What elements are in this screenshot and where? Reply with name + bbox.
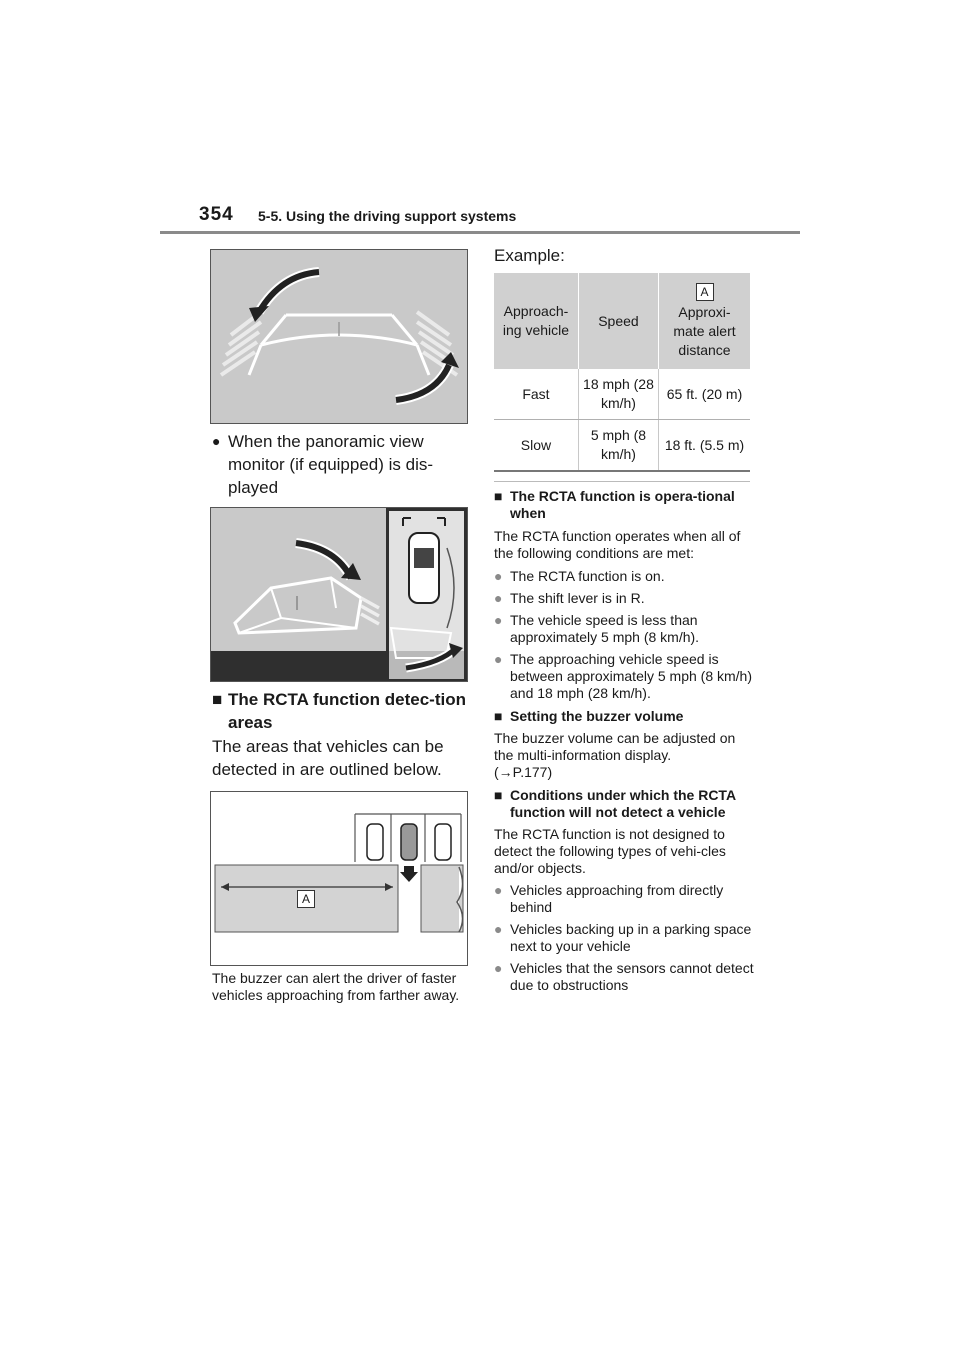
operational-item: ● The RCTA function is on. [494, 568, 665, 584]
conditions-heading: ■ Conditions under which the RCTA function will not detect a vehicle [494, 787, 736, 820]
speed-table [494, 273, 750, 472]
conditions-item: ● Vehicles backing up in a parking space next to your vehicle [494, 921, 752, 954]
page-number: 354 [199, 204, 234, 225]
operational-item: ● The vehicle speed is less than approximately 5 mph (8 km/h). [494, 612, 700, 645]
operational-heading: ■ The RCTA function is opera-tional when [494, 488, 735, 521]
row-slow-distance: 18 ft. (5.5 m) [659, 420, 751, 472]
header-rule [160, 231, 800, 234]
row-slow-speed: 5 mph (8 km/h) [578, 420, 658, 472]
operational-section [494, 488, 754, 994]
operational-item: ● The shift lever is in R. [494, 590, 645, 606]
header-approaching: Approach-ing vehicle [494, 273, 578, 369]
buzzer-volume-text: The buzzer volume can be adjusted on the multi-information display. (→P.177) [494, 730, 736, 780]
bullet-panoramic-monitor: ● When the panoramic view monitor (if equipped) is dis-played [212, 432, 434, 497]
page-reference-link[interactable]: P.177 [512, 764, 548, 780]
page-ref-arrow: → [498, 764, 513, 780]
detection-areas-text: The areas that vehicles can be detected in are outlined below. [212, 737, 444, 779]
conditions-text: The RCTA function is not designed to detect the following types of vehi-cles and/or objects. [494, 826, 726, 876]
table-label-a: A [696, 283, 714, 301]
header-speed: Speed [578, 273, 658, 369]
detection-areas-heading: ■ The RCTA function detec-tion areas [212, 690, 466, 732]
buzzer-alert-text: The buzzer can alert the driver of faster vehicles approaching from farther away. [212, 970, 460, 1003]
header-distance: A Approxi-mate alert distance [659, 273, 751, 369]
section-title: 5-5. Using the driving support systems [258, 208, 517, 224]
operational-item: ● The approaching vehicle speed is between approximately 5 mph (8 km/h) and 18 mph (28 km/h). [494, 651, 752, 701]
operational-text: The RCTA function operates when all of the following conditions are met: [494, 528, 741, 561]
example-label: Example: [494, 246, 565, 265]
row-fast-speed: 18 mph (28 km/h) [578, 369, 658, 420]
row-slow-vehicle: Slow [494, 420, 578, 472]
rear-camera-figure [210, 249, 468, 424]
buzzer-volume-heading: ■ Setting the buzzer volume [494, 708, 684, 724]
detection-area-figure [210, 791, 468, 966]
conditions-item: ● Vehicles that the sensors cannot detect due to obstructions [494, 960, 754, 993]
conditions-item: ● Vehicles approaching from directly behind [494, 882, 724, 915]
row-fast-vehicle: Fast [494, 369, 578, 420]
panoramic-view-figure [210, 507, 468, 682]
section-divider [494, 481, 750, 482]
figure-label-a: A [297, 890, 315, 908]
row-fast-distance: 65 ft. (20 m) [659, 369, 751, 420]
